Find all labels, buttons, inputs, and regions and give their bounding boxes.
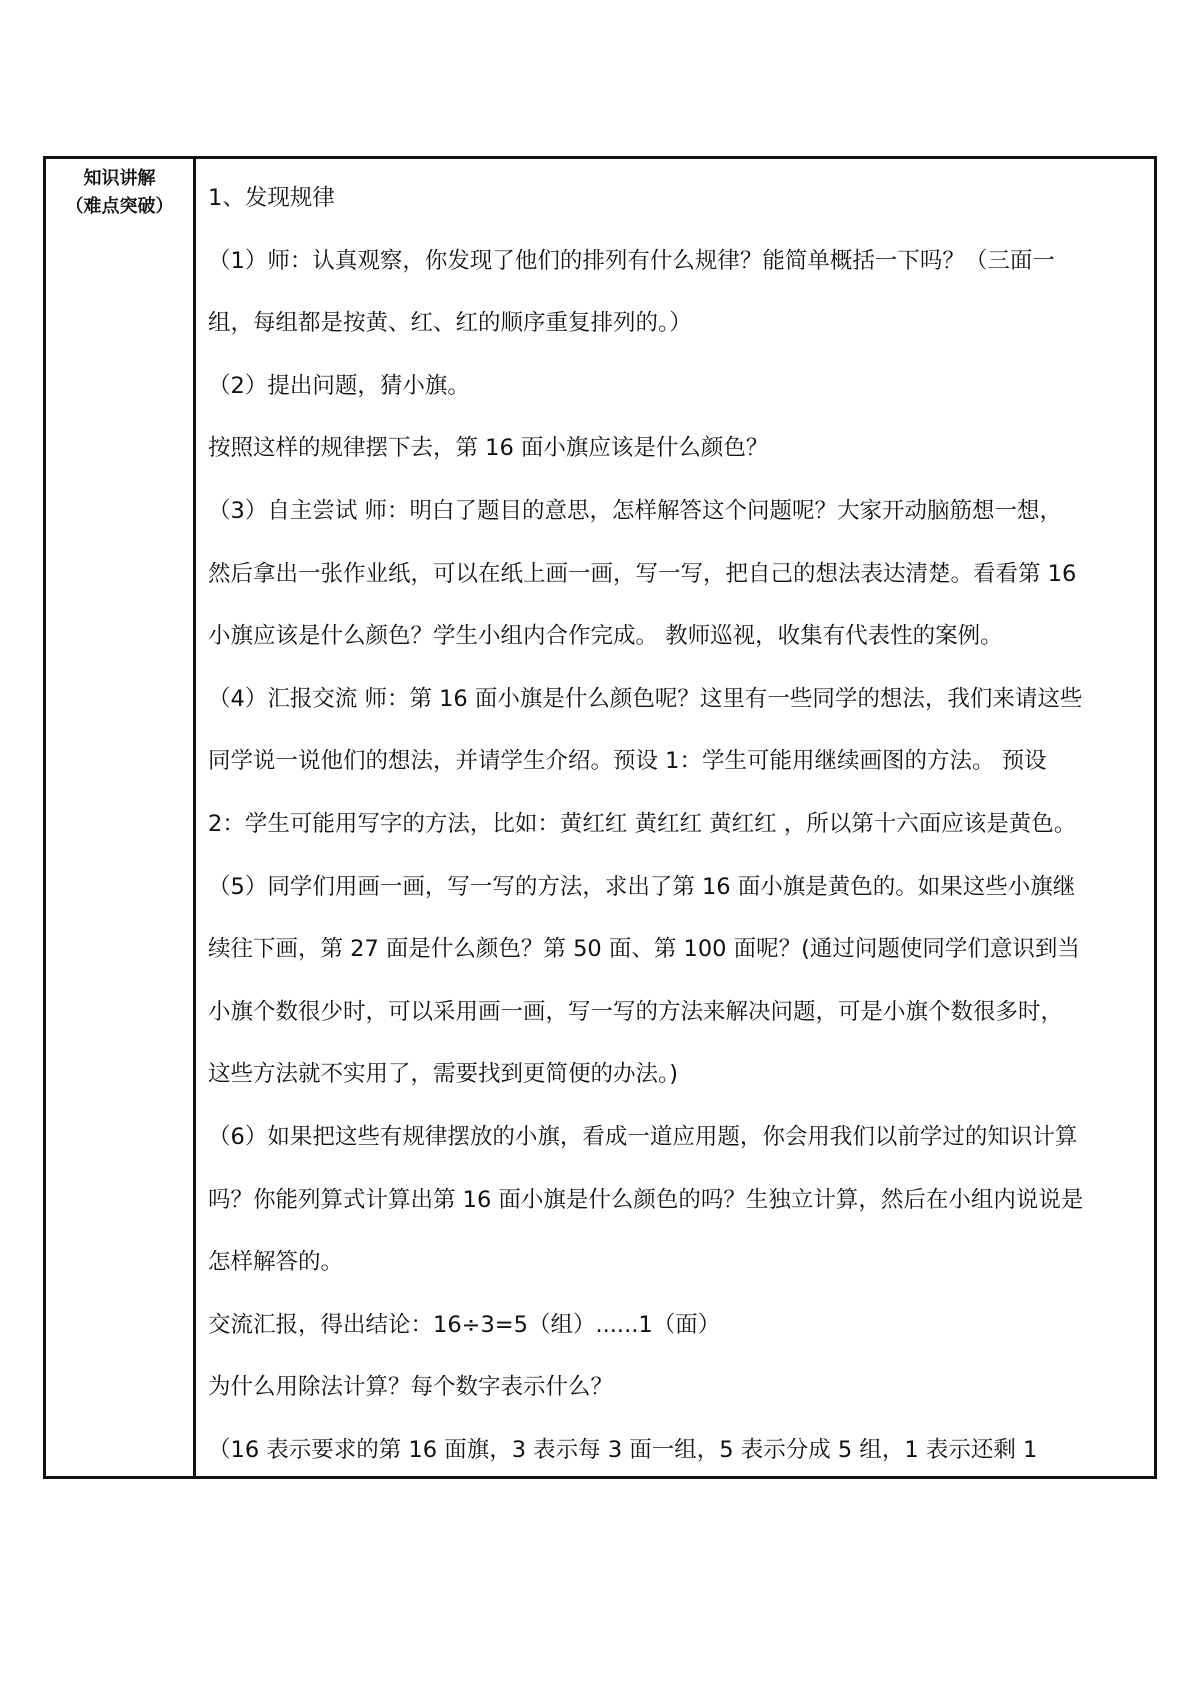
content-line: 小旗个数很少时，可以采用画一画，写一写的方法来解决问题，可是小旗个数很多时， [208,998,1064,1025]
content-line: 交流汇报，得出结论：16÷3=5（组）......1（面） [208,1311,721,1338]
content-line: 同学说一说他们的想法，并请学生介绍。预设 1：学生可能用继续画图的方法。 预设 [208,748,1047,775]
content-line: 小旗应该是什么颜色？学生小组内合作完成。 教师巡视，收集有代表性的案例。 [208,623,1003,650]
content-line: 这些方法就不实用了，需要找到更简便的办法。) [208,1061,679,1088]
content-line: 然后拿出一张作业纸，可以在纸上画一画，写一写，把自己的想法表达清楚。看看第 16 [208,560,1077,587]
content-line: 1、发现规律 [208,185,335,211]
section-label-cell [46,159,196,1476]
content-line: （6）如果把这些有规律摆放的小旗，看成一道应用题，你会用我们以前学过的知识计算 [208,1123,1078,1150]
content-line: （4）汇报交流 师：第 16 面小旗是什么颜色呢？这里有一些同学的想法，我们来请这些 [208,685,1083,712]
section-label-subtitle: （难点突破） [65,196,174,217]
content-line: （5）同学们用画一画，写一写的方法，求出了第 16 面小旗是黄色的。如果这些小旗继 [208,873,1076,900]
content-line: （16 表示要求的第 16 面旗，3 表示每 3 面一组，5 表示分成 5 组，1 表示还剩 1 [208,1436,1038,1463]
content-line: 续往下画，第 27 面是什么颜色？第 50 面、第 100 面呢？(通过问题使同学们意识到当 [208,936,1080,963]
content-line: （1）师：认真观察，你发现了他们的排列有什么规律？能简单概括一下吗？（三面一 [208,247,1055,274]
content-line: （2）提出问题，猜小旗。 [208,372,470,399]
content-line: 2：学生可能用写字的方法，比如：黄红红 黄红红 黄红红 ，所以第十六面应该是黄色。 [208,810,1077,837]
section-label-title: 知识讲解 [83,168,156,189]
content-line: （3）自主尝试 师：明白了题目的意思，怎样解答这个问题呢？大家开动脑筋想一想， [208,497,1062,524]
content-line: 按照这样的规律摆下去，第 16 面小旗应该是什么颜色？ [208,435,769,462]
content-line: 组，每组都是按黄、红、红的顺序重复排列的。） [208,310,692,337]
content-line: 为什么用除法计算？每个数字表示什么？ [208,1374,614,1401]
content-line: 吗？你能列算式计算出第 16 面小旗是什么颜色的吗？生独立计算，然后在小组内说说是 [208,1186,1084,1213]
lesson-content-cell [196,159,1154,1476]
content-line: 怎样解答的。 [208,1249,344,1276]
lesson-table [43,156,1157,1479]
